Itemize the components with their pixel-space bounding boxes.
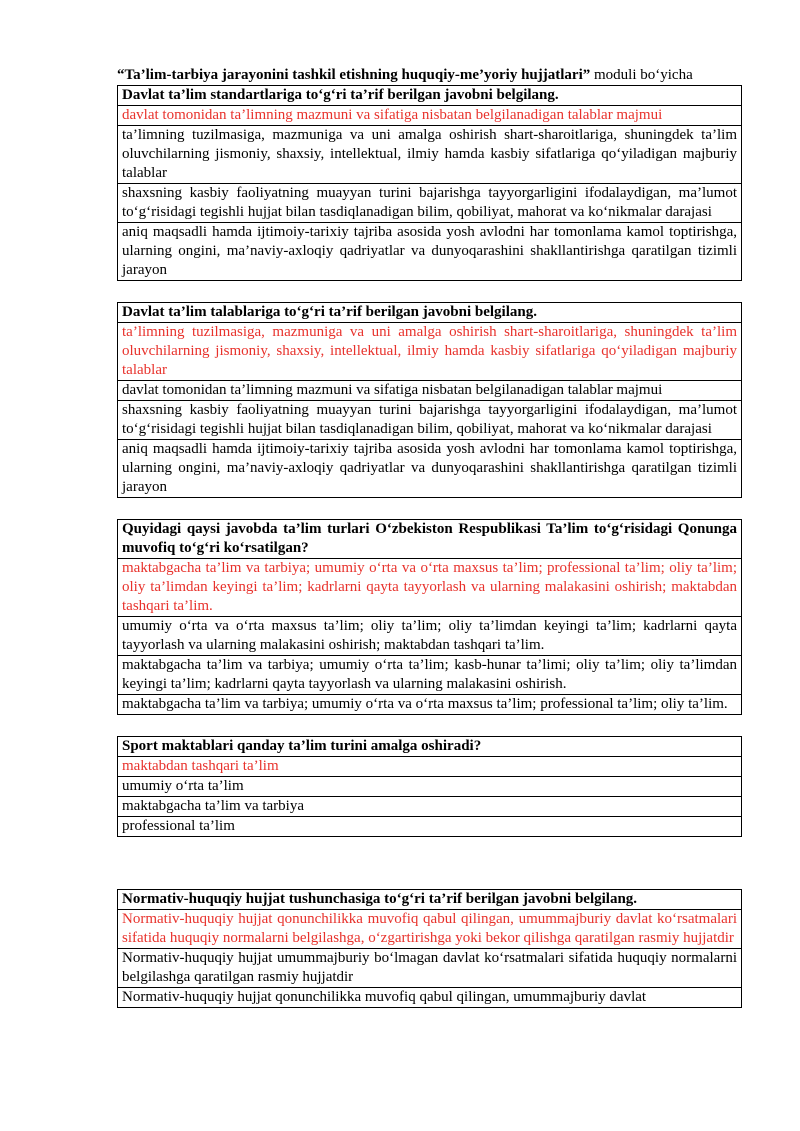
answer-option-correct: maktabdan tashqari ta’lim — [118, 757, 742, 777]
module-title — [117, 66, 742, 85]
spacer — [117, 837, 742, 889]
question-text: Davlat ta’lim standartlariga to‘g‘ri ta’rif berilgan javobni belgilang. — [118, 86, 742, 106]
question-text: Sport maktablari qanday ta’lim turini amalga oshiradi? — [118, 737, 742, 757]
answer-option: umumiy o‘rta va o‘rta maxsus ta’lim; oliy ta’lim; oliy ta’limdan keyingi ta’lim; kadrlarni qayta tayyorlash va ularning malakasini oshirish; maktabdan tashqari ta’lim. — [118, 617, 742, 656]
answer-option: davlat tomonidan ta’limning mazmuni va sifatiga nisbatan belgilanadigan talablar majmui — [118, 381, 742, 401]
answer-option: maktabgacha ta’lim va tarbiya; umumiy o‘rta va o‘rta maxsus ta’lim; professional ta’lim; oliy ta’lim. — [118, 695, 742, 715]
module-title-rest: moduli bo‘yicha — [590, 67, 693, 83]
answer-option-correct: maktabgacha ta’lim va tarbiya; umumiy o‘rta va o‘rta maxsus ta’lim; professional ta’lim; oliy ta’lim; oliy ta’limdan keyingi ta’lim; kadrlarni qayta tayyorlash va ularning malakasini oshirish; maktabdan tashqari ta’lim. — [118, 559, 742, 617]
question-text: Davlat ta’lim talablariga to‘g‘ri ta’rif berilgan javobni belgilang. — [118, 303, 742, 323]
answer-option: aniq maqsadli hamda ijtimoiy-tarixiy tajriba asosida yosh avlodni har tomonlama kamol toptirishga, ularning ongini, ma’naviy-axloqiy qadriyatlar va dunyoqarashini shakllantirishga qaratilgan tizimli jarayon — [118, 223, 742, 281]
module-title-bold: “Ta’lim-tarbiya jarayonini tashkil etishning huquqiy-me’yoriy hujjatlari” — [117, 67, 591, 83]
answer-option: aniq maqsadli hamda ijtimoiy-tarixiy tajriba asosida yosh avlodni har tomonlama kamol toptirishga, ularning ongini, ma’naviy-axloqiy qadriyatlar va dunyoqarashini shakllantirishga qaratilgan tizimli jarayon — [118, 440, 742, 498]
answer-option: Normativ-huquqiy hujjat umummajburiy bo‘lmagan davlat ko‘rsatmalari sifatida huquqiy normalarni belgilashga qaratilgan rasmiy hujjatdir — [118, 949, 742, 988]
answer-option: Normativ-huquqiy hujjat qonunchilikka muvofiq qabul qilingan, umummajburiy davlat — [118, 988, 742, 1008]
question-block-3 — [117, 519, 742, 715]
question-text: Normativ-huquqiy hujjat tushunchasiga to‘g‘ri ta’rif berilgan javobni belgilang. — [118, 890, 742, 910]
answer-option: shaxsning kasbiy faoliyatning muayyan turini bajarishga tayyorgarligini ifodalaydigan, ma’lumot to‘g‘risidagi tegishli hujjat bilan tasdiqlanadigan bilim, qobiliyat, mahorat va ko‘nikmalar darajasi — [118, 401, 742, 440]
spacer — [117, 498, 742, 519]
answer-option: maktabgacha ta’lim va tarbiya; umumiy o‘rta ta’lim; kasb-hunar ta’limi; oliy ta’lim; oliy ta’limdan keyingi ta’lim; kadrlarni qayta tayyorlash va ularning malakasini oshirish. — [118, 656, 742, 695]
answer-option: umumiy o‘rta ta’lim — [118, 777, 742, 797]
question-block-5 — [117, 889, 742, 1008]
answer-option: maktabgacha ta’lim va tarbiya — [118, 797, 742, 817]
answer-option-correct: ta’limning tuzilmasiga, mazmuniga va uni amalga oshirish shart-sharoitlariga, shuningdek ta’lim oluvchilarning jismoniy, shaxsiy, intellektual, ilmiy hamda kasbiy sifatlariga qo‘yiladigan majburiy talablar — [118, 323, 742, 381]
answer-option: ta’limning tuzilmasiga, mazmuniga va uni amalga oshirish shart-sharoitlariga, shuningdek ta’lim oluvchilarning jismoniy, shaxsiy, intellektual, ilmiy hamda kasbiy sifatlariga qo‘yiladigan majburiy talablar — [118, 126, 742, 184]
answer-option: shaxsning kasbiy faoliyatning muayyan turini bajarishga tayyorgarligini ifodalaydigan, ma’lumot to‘g‘risidagi tegishli hujjat bilan tasdiqlanadigan bilim, qobiliyat, mahorat va ko‘nikmalar darajasi — [118, 184, 742, 223]
question-block-1 — [117, 85, 742, 281]
answer-option-correct: Normativ-huquqiy hujjat qonunchilikka muvofiq qabul qilingan, umummajburiy davlat ko‘rsatmalari sifatida huquqiy normalarni belgilashga, o‘zgartirishga yoki bekor qilishga qaratilgan rasmiy hujjatdir — [118, 910, 742, 949]
spacer — [117, 715, 742, 736]
spacer — [117, 281, 742, 302]
question-block-4 — [117, 736, 742, 837]
answer-option-correct: davlat tomonidan ta’limning mazmuni va sifatiga nisbatan belgilanadigan talablar majmui — [118, 106, 742, 126]
answer-option: professional ta’lim — [118, 817, 742, 837]
document-page — [117, 66, 742, 1008]
question-block-2 — [117, 302, 742, 498]
question-text: Quyidagi qaysi javobda ta’lim turlari O‘zbekiston Respublikasi Ta’lim to‘g‘risidagi Qonunga muvofiq to‘g‘ri ko‘rsatilgan? — [118, 520, 742, 559]
